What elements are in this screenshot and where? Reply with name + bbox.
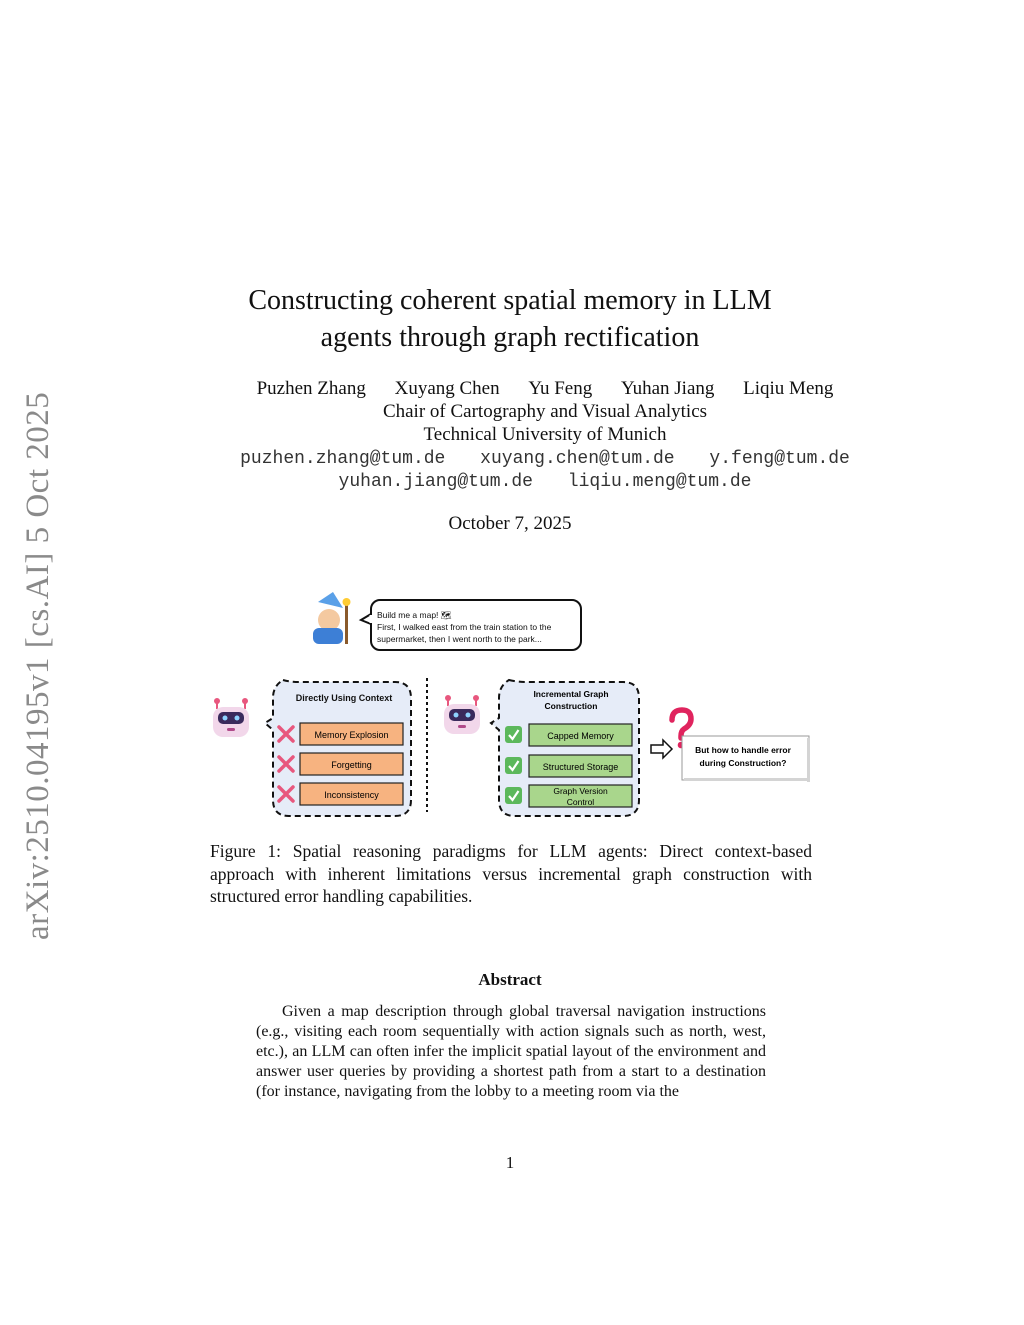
paper-date: October 7, 2025 xyxy=(448,513,572,534)
affiliation-university: Technical University of Munich xyxy=(423,424,667,445)
user-avatar-icon xyxy=(313,592,351,644)
speech-line-3: supermarket, then I went north to the park... xyxy=(377,634,542,644)
question-line-1: But how to handle error xyxy=(695,745,791,755)
email: liqiu.meng@tum.de xyxy=(567,472,752,492)
author: Puzhen Zhang xyxy=(256,378,366,399)
author-list xyxy=(200,378,890,400)
page-number: 1 xyxy=(505,1153,515,1172)
graph-panel-title: Incremental Graph xyxy=(533,689,609,699)
email-row xyxy=(150,449,940,469)
context-panel xyxy=(265,680,411,816)
check-icon xyxy=(505,787,522,804)
benefit-label: Control xyxy=(566,797,595,807)
robot-icon xyxy=(213,698,249,737)
abstract-text: Given a map description through global traversal navigation instructions (e.g., visiting each room sequentially with action signals such as north, west, etc.), an LLM can often infer the implicit spatial layout of the environment and answer user queries by providing a shortest path from a start to a destination (for instance, navigating from the lobby to a meeting room via the xyxy=(256,1003,766,1100)
affiliation-chair: Chair of Cartography and Visual Analytics xyxy=(382,401,708,422)
benefit-label: Graph Version xyxy=(553,786,608,796)
author: Yuhan Jiang xyxy=(620,378,715,399)
email: y.feng@tum.de xyxy=(709,449,850,469)
context-panel-title: Directly Using Context xyxy=(295,693,393,703)
author: Xuyang Chen xyxy=(394,378,500,399)
arxiv-identifier: arXiv:2510.04195v1 [cs.AI] 5 Oct 2025 xyxy=(20,391,56,940)
graph-panel-title: Construction xyxy=(544,701,598,711)
figure-1 xyxy=(205,590,825,825)
speech-line-2: First, I walked east from the train station to the xyxy=(377,622,552,632)
email: yuhan.jiang@tum.de xyxy=(338,472,533,492)
author: Yu Feng xyxy=(528,378,593,399)
question-box xyxy=(682,736,810,782)
limitation-label: Memory Explosion xyxy=(314,730,389,740)
check-icon xyxy=(505,726,522,743)
paper-title: Constructing coherent spatial memory in LLM agents through graph rectification xyxy=(248,285,772,353)
arrow-right-icon xyxy=(651,740,672,758)
email: puzhen.zhang@tum.de xyxy=(240,449,446,469)
robot-icon xyxy=(444,695,480,734)
figure-caption: Figure 1: Spatial reasoning paradigms for LLM agents: Direct context-based approach with inherent limitations versus incremental graph construction with structured error handling capabilities. xyxy=(210,841,812,906)
question-line-2: during Construction? xyxy=(699,758,787,768)
check-icon xyxy=(505,757,522,774)
author: Liqiu Meng xyxy=(743,378,834,399)
speech-line-1: Build me a map! 🗺 xyxy=(377,610,452,620)
graph-panel xyxy=(491,680,639,816)
email-row xyxy=(150,472,940,492)
speech-bubble xyxy=(361,600,581,650)
abstract-heading: Abstract xyxy=(478,970,542,989)
limitation-label: Inconsistency xyxy=(324,790,379,800)
limitation-label: Forgetting xyxy=(331,760,372,770)
benefit-label: Capped Memory xyxy=(547,731,614,741)
benefit-label: Structured Storage xyxy=(542,762,619,772)
email: xuyang.chen@tum.de xyxy=(480,449,675,469)
